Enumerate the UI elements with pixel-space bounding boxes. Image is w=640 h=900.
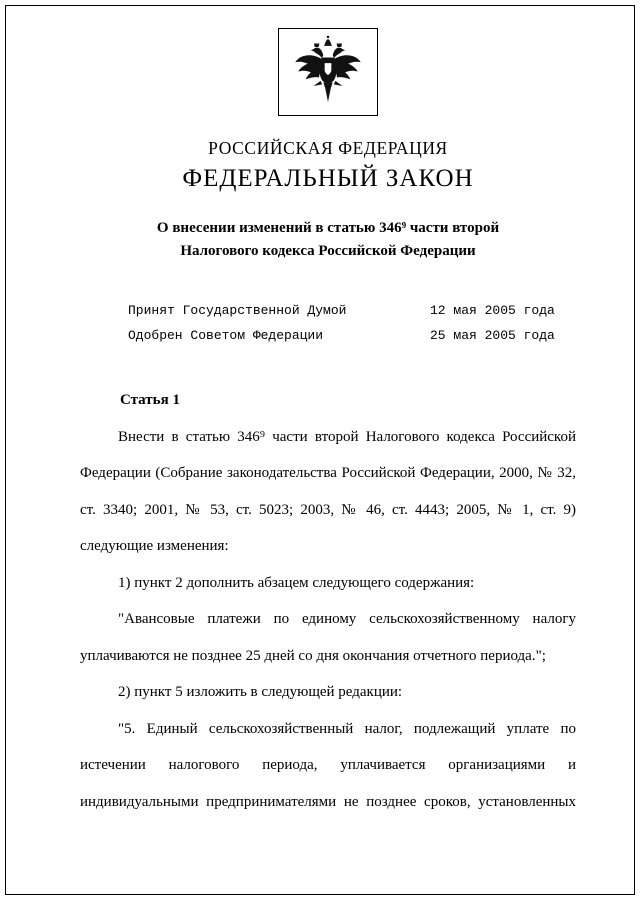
adoption-council-label: Одобрен Советом Федерации — [128, 328, 324, 343]
document-type-heading: ФЕДЕРАЛЬНЫЙ ЗАКОН — [182, 165, 474, 192]
law-title — [80, 217, 576, 262]
adoption-duma-label: Принят Государственной Думой — [128, 303, 347, 318]
paragraph: 1) пункт 2 дополнить абзацем следующего содержания: — [118, 574, 475, 591]
law-title-line2: Налогового кодекса Российской Федерации — [180, 242, 476, 259]
adoption-row-duma — [128, 298, 576, 323]
adoption-block — [80, 298, 576, 348]
paragraph: 2) пункт 5 изложить в следующей редакции: — [118, 684, 403, 700]
article-heading: Статья 1 — [120, 392, 180, 408]
adoption-council-date: 25 мая 2005 года — [430, 328, 555, 343]
adoption-duma-date: 12 мая 2005 года — [430, 303, 555, 318]
country-heading: РОССИЙСКАЯ ФЕДЕРАЦИЯ — [208, 138, 448, 158]
law-title-line1: О внесении изменений в статью 346⁹ части второй — [156, 220, 500, 236]
document-page — [5, 5, 635, 895]
law-body — [80, 382, 576, 820]
paragraph: "Авансовые платежи по единому сельскохозяйственному налогу уплачиваются не позднее 25 дней со дня окончания отчетного периода."; — [80, 611, 576, 664]
paragraph: "5. Единый сельскохозяйственный налог, подлежащий уплате по истечении налогового периода, уплачивается организациями и индивидуальными предпринимателями не позднее сроков, установленных — [80, 720, 576, 810]
paragraph: Внести в статью 346⁹ части второй Налогового кодекса Российской Федерации (Собрание законодательства Российской Федерации, 2000, № 32, ст. 3340; 2001, № 53, ст. 5023; 2003, № 46, ст. 4443; 2005, № 1, ст. 9) следующие изменения: — [80, 428, 576, 554]
adoption-row-council — [128, 323, 576, 348]
coat-of-arms-icon — [289, 34, 367, 111]
emblem-box — [278, 28, 378, 116]
